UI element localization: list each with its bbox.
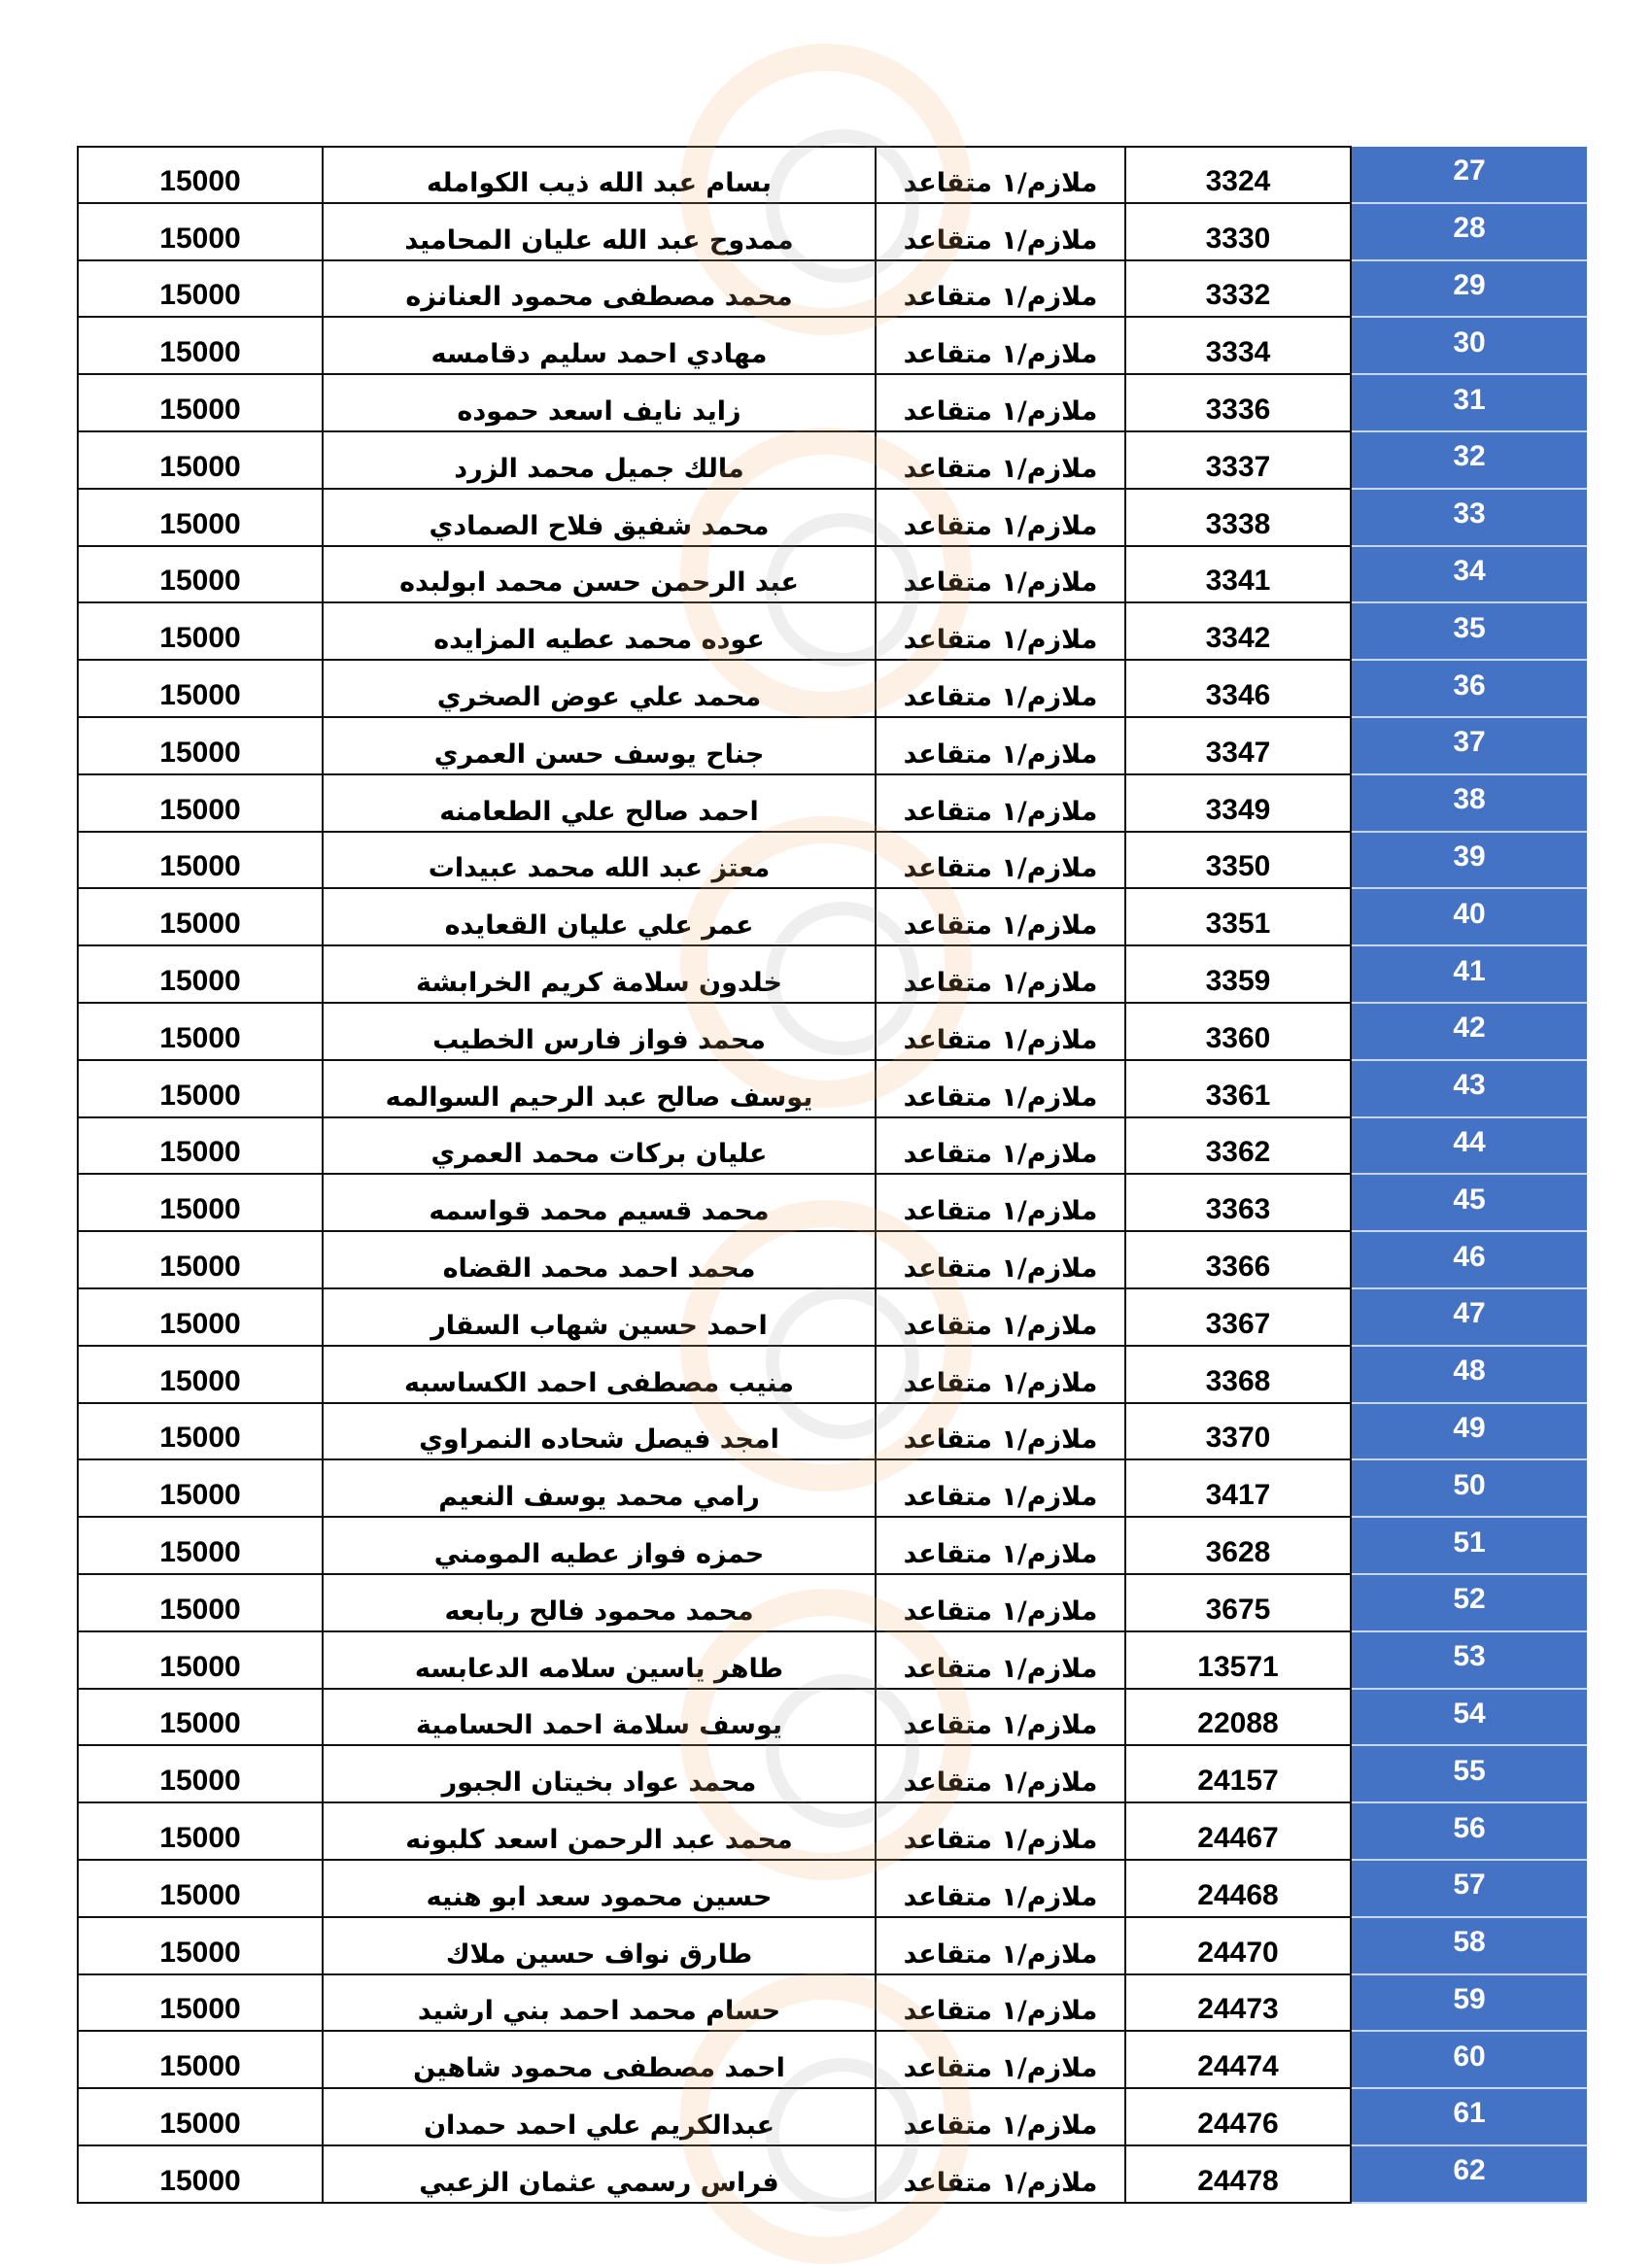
row-number-cell: 43 — [1351, 1060, 1587, 1117]
amount-cell: 15000 — [78, 489, 323, 546]
name-cell: عبد الرحمن حسن محمد ابولبده — [323, 546, 876, 603]
amount-cell: 15000 — [78, 431, 323, 489]
name-cell: ممدوح عبد الله عليان المحاميد — [323, 203, 876, 260]
row-number-cell: 57 — [1351, 1860, 1587, 1917]
military-number-cell: 3351 — [1125, 888, 1351, 945]
rank-cell: ملازم/١ متقاعد — [876, 431, 1125, 489]
table-row — [78, 888, 1587, 945]
amount-cell: 15000 — [78, 2088, 323, 2145]
rank-cell: ملازم/١ متقاعد — [876, 2088, 1125, 2145]
military-number-cell: 3361 — [1125, 1060, 1351, 1117]
name-cell: طاهر ياسين سلامه الدعابسه — [323, 1631, 876, 1689]
amount-cell: 15000 — [78, 2145, 323, 2203]
name-cell: منيب مصطفى احمد الكساسبه — [323, 1346, 876, 1403]
row-number-cell: 29 — [1351, 260, 1587, 318]
rank-cell: ملازم/١ متقاعد — [876, 1003, 1125, 1060]
rank-cell: ملازم/١ متقاعد — [876, 832, 1125, 889]
military-number-cell: 3349 — [1125, 774, 1351, 832]
row-number-cell: 44 — [1351, 1117, 1587, 1175]
military-number-cell: 24474 — [1125, 2031, 1351, 2088]
military-number-cell: 3330 — [1125, 203, 1351, 260]
row-number-cell: 40 — [1351, 888, 1587, 945]
military-number-cell: 3363 — [1125, 1174, 1351, 1231]
table-row — [78, 1403, 1587, 1460]
name-cell: محمد عواد بخيتان الجبور — [323, 1745, 876, 1802]
amount-cell: 15000 — [78, 1060, 323, 1117]
table-row — [78, 1231, 1587, 1288]
military-number-cell: 24468 — [1125, 1860, 1351, 1917]
name-cell: يوسف صالح عبد الرحيم السوالمه — [323, 1060, 876, 1117]
table-row — [78, 1802, 1587, 1860]
row-number-cell: 31 — [1351, 374, 1587, 431]
table-row — [78, 431, 1587, 489]
amount-cell: 15000 — [78, 1231, 323, 1288]
military-number-cell: 24478 — [1125, 2145, 1351, 2203]
name-cell: رامي محمد يوسف النعيم — [323, 1459, 876, 1517]
amount-cell: 15000 — [78, 888, 323, 945]
rank-cell: ملازم/١ متقاعد — [876, 1517, 1125, 1574]
table-row — [78, 1060, 1587, 1117]
rank-cell: ملازم/١ متقاعد — [876, 1403, 1125, 1460]
table-row — [78, 2145, 1587, 2203]
name-cell: احمد صالح علي الطعامنه — [323, 774, 876, 832]
amount-cell: 15000 — [78, 1517, 323, 1574]
table-row — [78, 317, 1587, 374]
table-row — [78, 1517, 1587, 1574]
military-number-cell: 24157 — [1125, 1745, 1351, 1802]
table-row — [78, 1288, 1587, 1346]
military-number-cell: 3334 — [1125, 317, 1351, 374]
table-row — [78, 1574, 1587, 1631]
amount-cell: 15000 — [78, 1459, 323, 1517]
amount-cell: 15000 — [78, 1974, 323, 2032]
military-number-cell: 3417 — [1125, 1459, 1351, 1517]
row-number-cell: 39 — [1351, 832, 1587, 889]
table-row — [78, 945, 1587, 1003]
rank-cell: ملازم/١ متقاعد — [876, 1631, 1125, 1689]
table-body — [78, 147, 1587, 2203]
table-row — [78, 2088, 1587, 2145]
row-number-cell: 36 — [1351, 660, 1587, 717]
name-cell: حسام محمد احمد بني ارشيد — [323, 1974, 876, 2032]
table-row — [78, 1631, 1587, 1689]
table-row — [78, 489, 1587, 546]
military-number-cell: 24470 — [1125, 1917, 1351, 1974]
rank-cell: ملازم/١ متقاعد — [876, 2031, 1125, 2088]
rank-cell: ملازم/١ متقاعد — [876, 1117, 1125, 1175]
rank-cell: ملازم/١ متقاعد — [876, 374, 1125, 431]
row-number-cell: 53 — [1351, 1631, 1587, 1689]
name-cell: محمد شفيق فلاح الصمادي — [323, 489, 876, 546]
rank-cell: ملازم/١ متقاعد — [876, 2145, 1125, 2203]
name-cell: حمزه فواز عطيه المومني — [323, 1517, 876, 1574]
table-row — [78, 1174, 1587, 1231]
table-row — [78, 546, 1587, 603]
rank-cell: ملازم/١ متقاعد — [876, 546, 1125, 603]
rank-cell: ملازم/١ متقاعد — [876, 1974, 1125, 2032]
name-cell: عليان بركات محمد العمري — [323, 1117, 876, 1175]
amount-cell: 15000 — [78, 832, 323, 889]
table-row — [78, 717, 1587, 774]
name-cell: محمد محمود فالح ربابعه — [323, 1574, 876, 1631]
name-cell: محمد قسيم محمد قواسمه — [323, 1174, 876, 1231]
amount-cell: 15000 — [78, 1574, 323, 1631]
military-number-cell: 22088 — [1125, 1689, 1351, 1746]
military-number-cell: 3360 — [1125, 1003, 1351, 1060]
amount-cell: 15000 — [78, 317, 323, 374]
row-number-cell: 33 — [1351, 489, 1587, 546]
rank-cell: ملازم/١ متقاعد — [876, 1288, 1125, 1346]
name-cell: مهادي احمد سليم دقامسه — [323, 317, 876, 374]
name-cell: محمد احمد محمد القضاه — [323, 1231, 876, 1288]
rank-cell: ملازم/١ متقاعد — [876, 774, 1125, 832]
amount-cell: 15000 — [78, 203, 323, 260]
row-number-cell: 56 — [1351, 1802, 1587, 1860]
row-number-cell: 28 — [1351, 203, 1587, 260]
military-number-cell: 3347 — [1125, 717, 1351, 774]
row-number-cell: 42 — [1351, 1003, 1587, 1060]
row-number-cell: 49 — [1351, 1403, 1587, 1460]
row-number-cell: 47 — [1351, 1288, 1587, 1346]
rank-cell: ملازم/١ متقاعد — [876, 1060, 1125, 1117]
row-number-cell: 51 — [1351, 1517, 1587, 1574]
row-number-cell: 34 — [1351, 546, 1587, 603]
row-number-cell: 58 — [1351, 1917, 1587, 1974]
name-cell: احمد حسين شهاب السقار — [323, 1288, 876, 1346]
row-number-cell: 48 — [1351, 1346, 1587, 1403]
name-cell: عوده محمد عطيه المزايده — [323, 602, 876, 660]
amount-cell: 15000 — [78, 1745, 323, 1802]
row-number-cell: 59 — [1351, 1974, 1587, 2032]
military-number-cell: 3370 — [1125, 1403, 1351, 1460]
amount-cell: 15000 — [78, 374, 323, 431]
row-number-cell: 52 — [1351, 1574, 1587, 1631]
military-number-cell: 3367 — [1125, 1288, 1351, 1346]
row-number-cell: 54 — [1351, 1689, 1587, 1746]
rank-cell: ملازم/١ متقاعد — [876, 602, 1125, 660]
military-number-cell: 3337 — [1125, 431, 1351, 489]
rank-cell: ملازم/١ متقاعد — [876, 945, 1125, 1003]
table-row — [78, 374, 1587, 431]
name-cell: مالك جميل محمد الزرد — [323, 431, 876, 489]
amount-cell: 15000 — [78, 1288, 323, 1346]
amount-cell: 15000 — [78, 1003, 323, 1060]
name-cell: محمد فواز فارس الخطيب — [323, 1003, 876, 1060]
amount-cell: 15000 — [78, 260, 323, 318]
name-cell: جناح يوسف حسن العمري — [323, 717, 876, 774]
rank-cell: ملازم/١ متقاعد — [876, 1231, 1125, 1288]
military-number-cell: 3359 — [1125, 945, 1351, 1003]
row-number-cell: 45 — [1351, 1174, 1587, 1231]
military-number-cell: 3628 — [1125, 1517, 1351, 1574]
row-number-cell: 30 — [1351, 317, 1587, 374]
table-row — [78, 1346, 1587, 1403]
row-number-cell: 32 — [1351, 431, 1587, 489]
amount-cell: 15000 — [78, 1689, 323, 1746]
rank-cell: ملازم/١ متقاعد — [876, 1917, 1125, 1974]
military-number-cell: 13571 — [1125, 1631, 1351, 1689]
rank-cell: ملازم/١ متقاعد — [876, 1346, 1125, 1403]
name-cell: معتز عبد الله محمد عبيدات — [323, 832, 876, 889]
table-row — [78, 1974, 1587, 2032]
rank-cell: ملازم/١ متقاعد — [876, 260, 1125, 318]
amount-cell: 15000 — [78, 602, 323, 660]
name-cell: طارق نواف حسين ملاك — [323, 1917, 876, 1974]
amount-cell: 15000 — [78, 1346, 323, 1403]
name-cell: عبدالكريم علي احمد حمدان — [323, 2088, 876, 2145]
amount-cell: 15000 — [78, 1631, 323, 1689]
rank-cell: ملازم/١ متقاعد — [876, 1802, 1125, 1860]
military-number-cell: 3346 — [1125, 660, 1351, 717]
rank-cell: ملازم/١ متقاعد — [876, 1574, 1125, 1631]
military-number-cell: 3338 — [1125, 489, 1351, 546]
amount-cell: 15000 — [78, 1917, 323, 1974]
row-number-cell: 60 — [1351, 2031, 1587, 2088]
name-cell: احمد مصطفى محمود شاهين — [323, 2031, 876, 2088]
table-row — [78, 774, 1587, 832]
retirees-table — [77, 146, 1587, 2204]
amount-cell: 15000 — [78, 1117, 323, 1175]
military-number-cell: 24476 — [1125, 2088, 1351, 2145]
amount-cell: 15000 — [78, 147, 323, 203]
military-number-cell: 24473 — [1125, 1974, 1351, 2032]
row-number-cell: 38 — [1351, 774, 1587, 832]
military-number-cell: 24467 — [1125, 1802, 1351, 1860]
table-row — [78, 1689, 1587, 1746]
rank-cell: ملازم/١ متقاعد — [876, 317, 1125, 374]
rank-cell: ملازم/١ متقاعد — [876, 888, 1125, 945]
table-row — [78, 260, 1587, 318]
table-row — [78, 660, 1587, 717]
name-cell: خلدون سلامة كريم الخرابشة — [323, 945, 876, 1003]
table-row — [78, 1860, 1587, 1917]
row-number-cell: 50 — [1351, 1459, 1587, 1517]
amount-cell: 15000 — [78, 546, 323, 603]
table-row — [78, 203, 1587, 260]
military-number-cell: 3342 — [1125, 602, 1351, 660]
table-row — [78, 1917, 1587, 1974]
rank-cell: ملازم/١ متقاعد — [876, 203, 1125, 260]
row-number-cell: 62 — [1351, 2145, 1587, 2203]
name-cell: عمر علي عليان القعايده — [323, 888, 876, 945]
row-number-cell: 37 — [1351, 717, 1587, 774]
rank-cell: ملازم/١ متقاعد — [876, 147, 1125, 203]
military-number-cell: 3362 — [1125, 1117, 1351, 1175]
table-row — [78, 1003, 1587, 1060]
military-number-cell: 3366 — [1125, 1231, 1351, 1288]
name-cell: زايد نايف اسعد حموده — [323, 374, 876, 431]
rank-cell: ملازم/١ متقاعد — [876, 1459, 1125, 1517]
amount-cell: 15000 — [78, 945, 323, 1003]
rank-cell: ملازم/١ متقاعد — [876, 1174, 1125, 1231]
row-number-cell: 41 — [1351, 945, 1587, 1003]
amount-cell: 15000 — [78, 660, 323, 717]
table-row — [78, 1745, 1587, 1802]
name-cell: حسين محمود سعد ابو هنيه — [323, 1860, 876, 1917]
military-number-cell: 3368 — [1125, 1346, 1351, 1403]
table-row — [78, 147, 1587, 203]
amount-cell: 15000 — [78, 774, 323, 832]
rank-cell: ملازم/١ متقاعد — [876, 717, 1125, 774]
table-row — [78, 1117, 1587, 1175]
name-cell: فراس رسمي عثمان الزعبي — [323, 2145, 876, 2203]
rank-cell: ملازم/١ متقاعد — [876, 1745, 1125, 1802]
amount-cell: 15000 — [78, 1802, 323, 1860]
military-number-cell: 3336 — [1125, 374, 1351, 431]
row-number-cell: 46 — [1351, 1231, 1587, 1288]
name-cell: امجد فيصل شحاده النمراوي — [323, 1403, 876, 1460]
table-row — [78, 2031, 1587, 2088]
amount-cell: 15000 — [78, 717, 323, 774]
rank-cell: ملازم/١ متقاعد — [876, 1689, 1125, 1746]
name-cell: محمد علي عوض الصخري — [323, 660, 876, 717]
table-row — [78, 602, 1587, 660]
table-row — [78, 832, 1587, 889]
military-number-cell: 3324 — [1125, 147, 1351, 203]
row-number-cell: 35 — [1351, 602, 1587, 660]
row-number-cell: 27 — [1351, 147, 1587, 203]
military-number-cell: 3332 — [1125, 260, 1351, 318]
row-number-cell: 55 — [1351, 1745, 1587, 1802]
rank-cell: ملازم/١ متقاعد — [876, 489, 1125, 546]
amount-cell: 15000 — [78, 2031, 323, 2088]
table-row — [78, 1459, 1587, 1517]
amount-cell: 15000 — [78, 1403, 323, 1460]
rank-cell: ملازم/١ متقاعد — [876, 1860, 1125, 1917]
military-number-cell: 3350 — [1125, 832, 1351, 889]
name-cell: محمد مصطفى محمود العنانزه — [323, 260, 876, 318]
amount-cell: 15000 — [78, 1860, 323, 1917]
military-number-cell: 3341 — [1125, 546, 1351, 603]
amount-cell: 15000 — [78, 1174, 323, 1231]
military-number-cell: 3675 — [1125, 1574, 1351, 1631]
rank-cell: ملازم/١ متقاعد — [876, 660, 1125, 717]
row-number-cell: 61 — [1351, 2088, 1587, 2145]
name-cell: بسام عبد الله ذيب الكوامله — [323, 147, 876, 203]
name-cell: محمد عبد الرحمن اسعد كلبونه — [323, 1802, 876, 1860]
name-cell: يوسف سلامة احمد الحسامية — [323, 1689, 876, 1746]
